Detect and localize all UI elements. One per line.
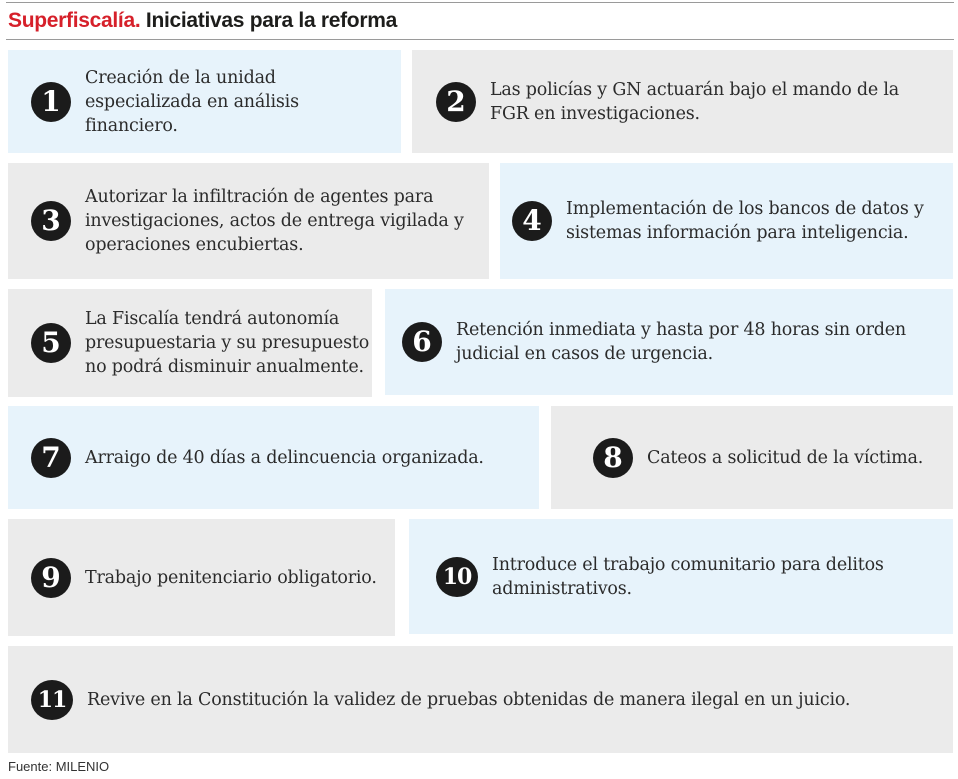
number-badge-2: 2 — [436, 82, 476, 122]
initiative-card-10 — [409, 519, 953, 634]
initiative-text-3: Autorizar la infiltración de agentes para investigaciones, actos de entrega vigilada y operaciones encubiertas. — [85, 187, 464, 255]
initiative-text-11: Revive en la Constitución la validez de pruebas obtenidas de manera ilegal en un juicio. — [87, 689, 851, 710]
source-credit: Fuente: MILENIO — [8, 759, 110, 774]
initiative-text-5: La Fiscalía tendrá autonomía presupuestaria y su presupuesto no podrá disminuir anualmente. — [85, 309, 370, 377]
initiative-card-1 — [8, 50, 401, 153]
number-badge-3: 3 — [31, 201, 71, 241]
number-badge-8: 8 — [593, 438, 633, 478]
initiative-card-2 — [412, 50, 953, 153]
initiative-card-8 — [551, 406, 953, 509]
initiative-card-9 — [8, 519, 395, 636]
number-badge-7: 7 — [31, 438, 71, 478]
title-subtitle: Iniciativas para la reforma — [145, 9, 397, 32]
initiative-card-11 — [8, 646, 953, 753]
initiative-text-2: Las policías y GN actuarán bajo el mando de la FGR en investigaciones. — [490, 79, 900, 124]
number-badge-11: 11 — [31, 680, 73, 720]
initiative-text-8: Cateos a solicitud de la víctima. — [647, 447, 924, 468]
number-badge-4: 4 — [512, 201, 552, 241]
page-title — [8, 9, 397, 33]
initiative-text-9: Trabajo penitenciario obligatorio. — [85, 567, 377, 588]
number-badge-1: 1 — [31, 82, 71, 122]
number-badge-9: 9 — [31, 558, 71, 598]
initiative-card-3 — [8, 163, 489, 279]
number-badge-6: 6 — [402, 322, 442, 362]
initiative-text-4: Implementación de los bancos de datos y sistemas información para inteligencia. — [566, 199, 924, 243]
initiative-card-4 — [500, 163, 953, 279]
title-brand: Superfiscalía. — [8, 9, 141, 32]
initiative-text-6: Retención inmediata y hasta por 48 horas sin orden judicial en casos de urgencia. — [456, 320, 906, 364]
number-badge-5: 5 — [31, 323, 71, 363]
initiative-text-1: Creación de la unidad especializada en análisis financiero. — [85, 67, 299, 136]
initiative-text-10: Introduce el trabajo comunitario para delitos administrativos. — [492, 554, 884, 599]
initiative-card-7 — [8, 406, 539, 509]
initiative-card-5 — [8, 289, 372, 397]
top-rule — [6, 2, 954, 3]
initiative-card-6 — [385, 289, 953, 395]
initiative-text-7: Arraigo de 40 días a delincuencia organizada. — [85, 447, 484, 468]
number-badge-10: 10 — [436, 557, 478, 597]
header-rule — [6, 39, 954, 40]
